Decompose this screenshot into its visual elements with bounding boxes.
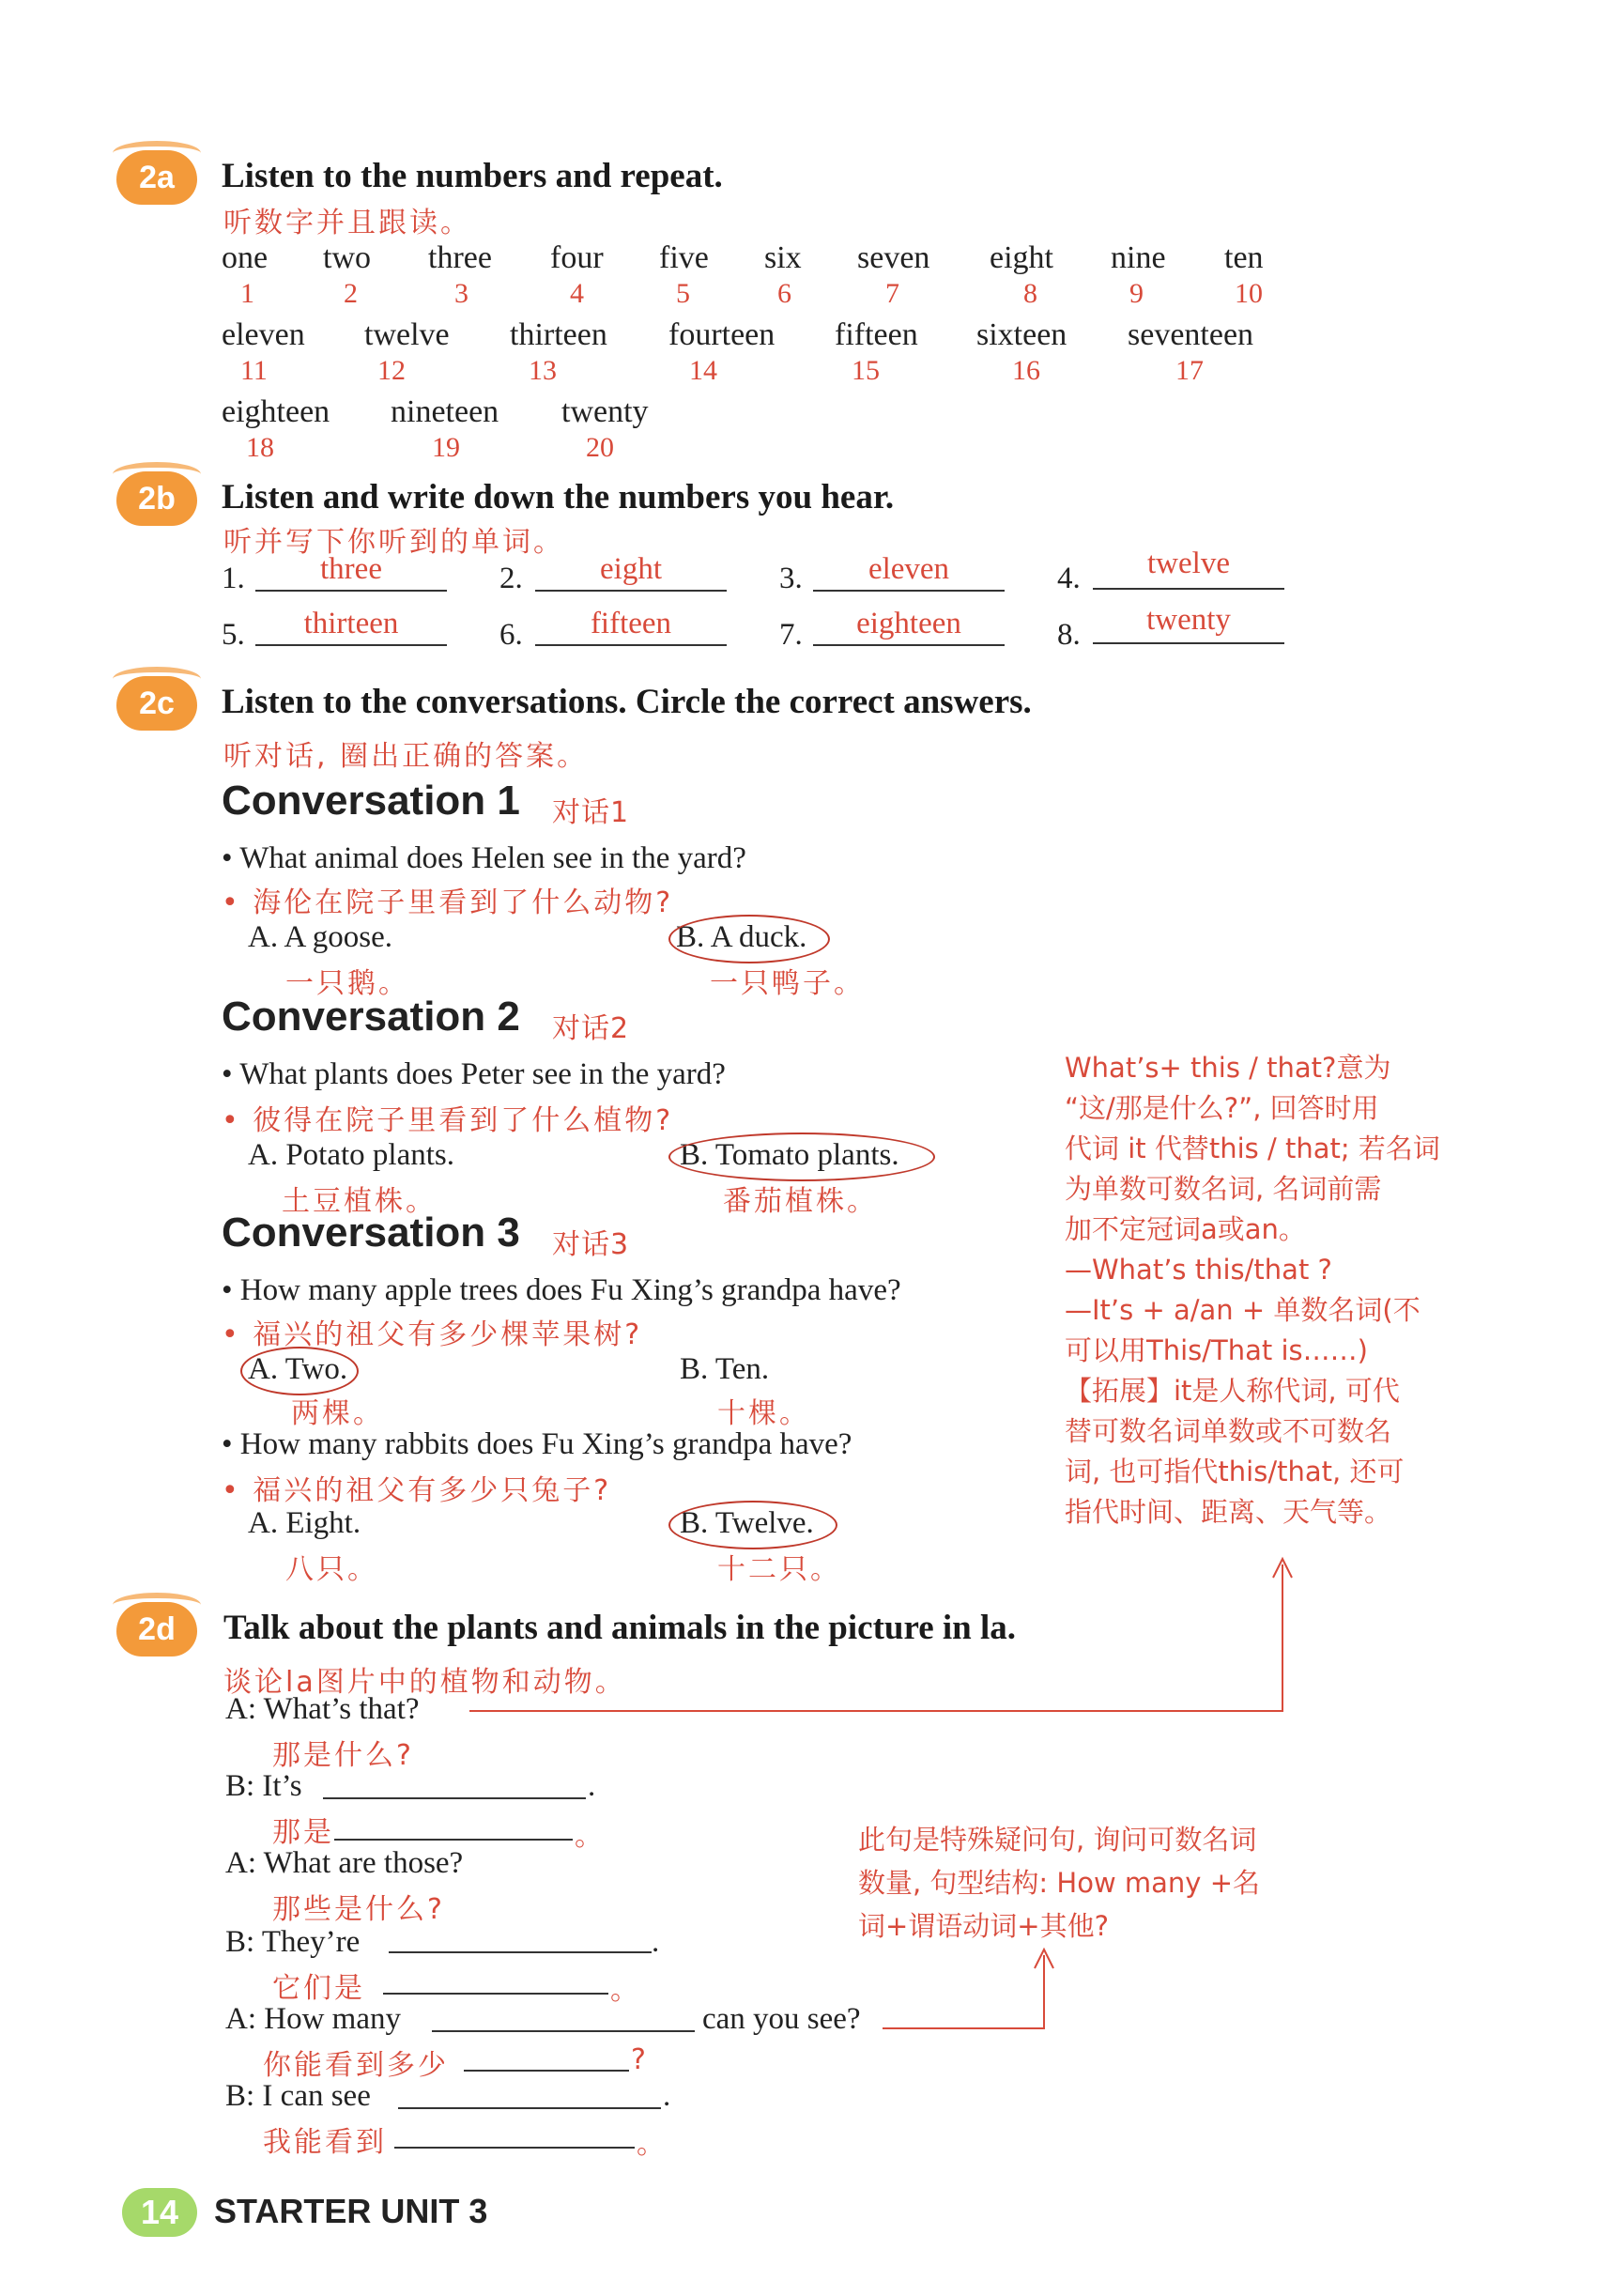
number-value: 13 bbox=[529, 355, 557, 386]
option-a: A. Two. bbox=[248, 1352, 348, 1386]
fill-blank[interactable] bbox=[323, 1797, 586, 1799]
note-line: —It’s + a/an + 单数名词(不 bbox=[1065, 1294, 1420, 1326]
number-value: 8 bbox=[1023, 278, 1037, 309]
fill-blank[interactable] bbox=[432, 2030, 695, 2032]
dialogue-line: can you see? bbox=[702, 2002, 861, 2036]
section-2a-cn: 听数字并且跟读。 bbox=[223, 207, 471, 239]
question: • What plants does Peter see in the yard? bbox=[222, 1057, 726, 1091]
item-number: 6. bbox=[499, 618, 523, 652]
dialogue-line-cn: 那些是什么? bbox=[272, 1893, 445, 1926]
number-value: 6 bbox=[777, 278, 791, 309]
number-value: 20 bbox=[586, 432, 614, 463]
answer-text: eighteen bbox=[856, 607, 961, 640]
section-badge-2c: 2c bbox=[116, 676, 197, 731]
period-cn: 。 bbox=[575, 1820, 606, 1853]
question-cn: • 福兴的祖父有多少棵苹果树? bbox=[222, 1318, 643, 1351]
question: • How many apple trees does Fu Xing’s grandpa have? bbox=[222, 1273, 901, 1307]
note-line: —What’s this/that ? bbox=[1065, 1254, 1332, 1286]
page-number: 14 bbox=[122, 2188, 197, 2237]
number-word: five bbox=[659, 240, 709, 275]
number-value: 16 bbox=[1012, 355, 1040, 386]
number-word: four bbox=[550, 240, 604, 275]
number-value: 14 bbox=[689, 355, 717, 386]
period-cn: 。 bbox=[610, 1974, 641, 2007]
answer-text: twenty bbox=[1146, 603, 1231, 637]
dialogue-line-cn: 那是 bbox=[272, 1816, 334, 1849]
section-2d-cn: 谈论la图片中的植物和动物。 bbox=[223, 1666, 626, 1699]
note-line: 代词 it 代替this / that; 若名词 bbox=[1065, 1133, 1440, 1164]
number-word: eighteen bbox=[222, 394, 330, 429]
section-2b-cn: 听并写下你听到的单词。 bbox=[223, 526, 564, 559]
note-line: 此句是特殊疑问句, 询问可数名词 bbox=[858, 1824, 1257, 1856]
conversation-2-title: Conversation 2 bbox=[222, 994, 520, 1040]
number-value: 1 bbox=[240, 278, 254, 309]
option-b-cn: 十二只。 bbox=[717, 1553, 841, 1586]
dialogue-line: B: They’re bbox=[225, 1925, 361, 1959]
number-value: 5 bbox=[676, 278, 690, 309]
section-badge-2d: 2d bbox=[116, 1602, 197, 1657]
number-word: two bbox=[323, 240, 371, 275]
answer-text: thirteen bbox=[303, 607, 399, 640]
dialogue-line: A: How many bbox=[225, 2002, 401, 2036]
section-badge-2b: 2b bbox=[116, 471, 197, 526]
unit-title: STARTER UNIT 3 bbox=[214, 2192, 488, 2230]
section-2b-title: Listen and write down the numbers you hear. bbox=[222, 478, 895, 516]
dialogue-line: A: What are those? bbox=[225, 1846, 464, 1880]
answer-text: eight bbox=[600, 552, 662, 586]
period: . bbox=[663, 2079, 671, 2113]
period: . bbox=[588, 1769, 596, 1803]
note-line: 数量, 句型结构: How many +名 bbox=[858, 1867, 1260, 1899]
option-b: B. A duck. bbox=[676, 920, 807, 954]
section-badge-2a: 2a bbox=[116, 150, 197, 205]
item-number: 7. bbox=[779, 618, 803, 652]
option-b-cn: 十棵。 bbox=[717, 1397, 810, 1430]
note-line: 【拓展】it是人称代词, 可代 bbox=[1065, 1375, 1400, 1407]
question-mark-cn: ? bbox=[631, 2043, 649, 2076]
number-word: sixteen bbox=[976, 317, 1067, 352]
option-b-cn: 一只鸭子。 bbox=[710, 967, 865, 1000]
number-word: one bbox=[222, 240, 269, 275]
fill-blank[interactable] bbox=[389, 1951, 652, 1953]
item-number: 8. bbox=[1057, 618, 1081, 652]
note-line: What’s+ this / that?意为 bbox=[1065, 1052, 1391, 1084]
fill-blank[interactable] bbox=[464, 2070, 629, 2072]
item-number: 4. bbox=[1057, 562, 1081, 595]
question: • What animal does Helen see in the yard? bbox=[222, 841, 746, 875]
note-line: 为单数可数名词, 名词前需 bbox=[1065, 1173, 1382, 1205]
fill-blank[interactable] bbox=[334, 1839, 573, 1841]
option-a: A. Potato plants. bbox=[248, 1138, 454, 1172]
fill-blank[interactable] bbox=[383, 1993, 608, 1995]
section-2a-title: Listen to the numbers and repeat. bbox=[222, 157, 723, 195]
item-number: 1. bbox=[222, 562, 245, 595]
dialogue-line: A: What’s that? bbox=[225, 1692, 420, 1726]
arrow-line-2 bbox=[883, 1955, 1044, 2028]
dialogue-line-cn: 它们是 bbox=[272, 1972, 365, 2005]
conversation-2-cn: 对话2 bbox=[552, 1012, 630, 1045]
question-cn: • 彼得在院子里看到了什么植物? bbox=[222, 1104, 674, 1137]
number-value: 19 bbox=[432, 432, 460, 463]
section-2d-title: Talk about the plants and animals in the picture in la. bbox=[223, 1609, 1017, 1647]
number-word: twelve bbox=[364, 317, 450, 352]
number-word: ten bbox=[1224, 240, 1264, 275]
dialogue-line: B: I can see bbox=[225, 2079, 371, 2113]
period: . bbox=[652, 1925, 660, 1959]
fill-blank[interactable] bbox=[398, 2107, 661, 2109]
number-word: seven bbox=[857, 240, 930, 275]
option-a: A. Eight. bbox=[248, 1506, 361, 1540]
fill-blank[interactable] bbox=[394, 2147, 635, 2149]
number-word: thirteen bbox=[510, 317, 607, 352]
conversation-1-cn: 对话1 bbox=[552, 796, 630, 829]
option-b: B. Twelve. bbox=[680, 1506, 814, 1540]
answer-text: twelve bbox=[1147, 547, 1230, 580]
number-value: 11 bbox=[240, 355, 268, 386]
item-number: 2. bbox=[499, 562, 523, 595]
question-cn: • 福兴的祖父有多少只兔子? bbox=[222, 1474, 612, 1507]
number-value: 18 bbox=[246, 432, 274, 463]
item-number: 3. bbox=[779, 562, 803, 595]
number-value: 9 bbox=[1129, 278, 1144, 309]
period-cn: 。 bbox=[637, 2128, 668, 2161]
section-2c-title: Listen to the conversations. Circle the correct answers. bbox=[222, 683, 1032, 721]
number-value: 7 bbox=[885, 278, 899, 309]
question-cn: • 海伦在院子里看到了什么动物? bbox=[222, 886, 674, 919]
item-number: 5. bbox=[222, 618, 245, 652]
number-value: 15 bbox=[852, 355, 880, 386]
note-line: 替可数名词单数或不可数名 bbox=[1065, 1415, 1392, 1447]
option-a: A. A goose. bbox=[248, 920, 393, 954]
number-word: fifteen bbox=[835, 317, 918, 352]
answer-text: fifteen bbox=[590, 607, 672, 640]
option-b: B. Ten. bbox=[680, 1352, 770, 1386]
dialogue-line-cn: 你能看到多少 bbox=[263, 2049, 449, 2082]
note-line: 加不定冠词a或an。 bbox=[1065, 1213, 1306, 1245]
note-line: “这/那是什么?”, 回答时用 bbox=[1065, 1092, 1379, 1124]
section-2c-cn: 听对话, 圈出正确的答案。 bbox=[223, 740, 589, 773]
number-word: fourteen bbox=[668, 317, 775, 352]
number-value: 12 bbox=[377, 355, 406, 386]
number-value: 17 bbox=[1175, 355, 1204, 386]
number-value: 10 bbox=[1235, 278, 1263, 309]
note-line: 可以用This/That is……) bbox=[1065, 1334, 1368, 1366]
number-value: 2 bbox=[344, 278, 358, 309]
number-value: 4 bbox=[570, 278, 584, 309]
option-a-cn: 八只。 bbox=[285, 1553, 378, 1586]
option-b: B. Tomato plants. bbox=[680, 1138, 899, 1172]
number-word: nine bbox=[1111, 240, 1166, 275]
note-line: 指代时间、距离、天气等。 bbox=[1065, 1496, 1392, 1528]
number-word: eleven bbox=[222, 317, 305, 352]
answer-text: eleven bbox=[868, 552, 950, 586]
side-note-how-many bbox=[858, 1818, 1384, 1948]
number-word: three bbox=[428, 240, 492, 275]
note-line: 词+谓语动词+其他? bbox=[858, 1910, 1109, 1942]
number-word: twenty bbox=[561, 394, 649, 429]
question: • How many rabbits does Fu Xing’s grandpa have? bbox=[222, 1427, 852, 1461]
conversation-1-title: Conversation 1 bbox=[222, 778, 520, 824]
conversation-3-title: Conversation 3 bbox=[222, 1210, 520, 1256]
number-value: 3 bbox=[454, 278, 468, 309]
number-word: seventeen bbox=[1128, 317, 1254, 352]
option-a-cn: 两棵。 bbox=[291, 1397, 384, 1430]
number-word: eight bbox=[990, 240, 1053, 275]
note-line: 词, 也可指代this/that, 还可 bbox=[1065, 1456, 1405, 1487]
dialogue-line: B: It’s bbox=[225, 1769, 302, 1803]
note-bracket bbox=[883, 1091, 1044, 1551]
option-a-cn: 一只鹅。 bbox=[285, 967, 409, 1000]
number-word: six bbox=[764, 240, 802, 275]
conversation-3-cn: 对话3 bbox=[552, 1228, 630, 1261]
number-word: nineteen bbox=[391, 394, 499, 429]
option-b-cn: 番茄植株。 bbox=[723, 1185, 878, 1218]
answer-text: three bbox=[320, 552, 382, 586]
dialogue-line-cn: 我能看到 bbox=[263, 2126, 387, 2159]
dialogue-line-cn: 那是什么? bbox=[272, 1739, 414, 1772]
option-a-cn: 土豆植株。 bbox=[282, 1185, 437, 1218]
